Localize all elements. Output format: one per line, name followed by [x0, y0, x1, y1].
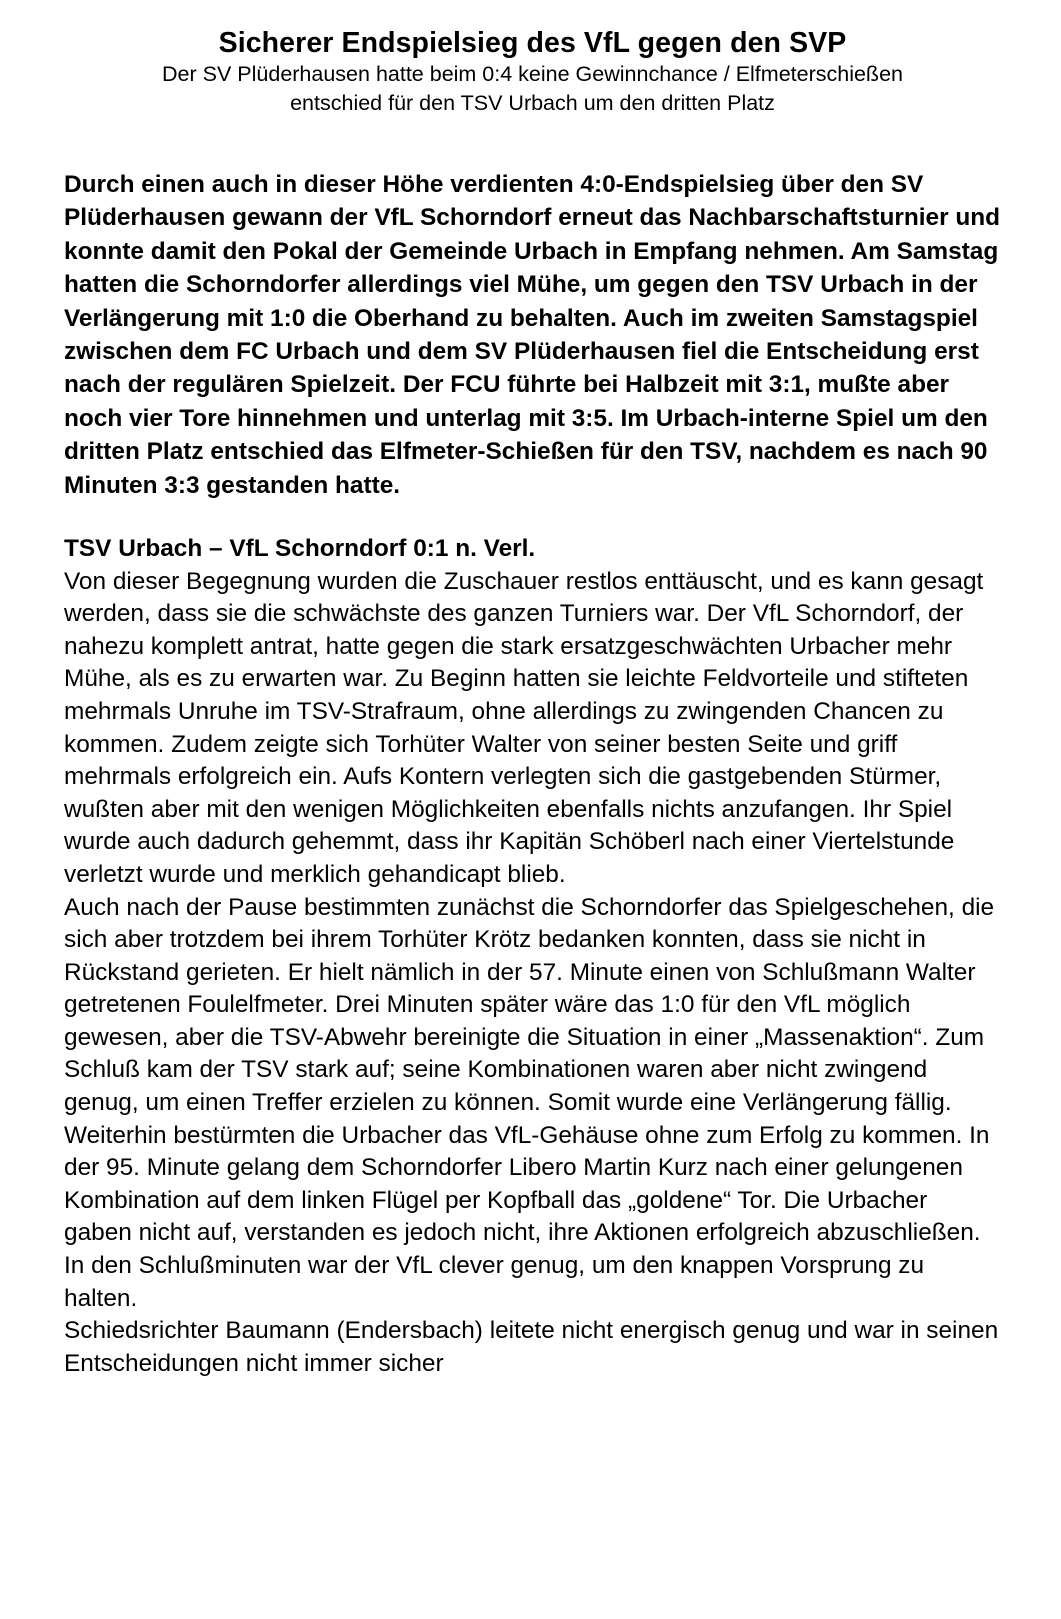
match-heading: TSV Urbach – VfL Schorndorf 0:1 n. Verl.	[64, 535, 536, 563]
article-title: Sicherer Endspielsieg des VfL gegen den SVP	[218, 27, 847, 59]
match-paragraph-second-half: Auch nach der Pause bestimmten zunächst die Schorndorfer das Spielgeschehen, die sich aber trotzdem bei ihrem Torhüter Krötz bedanken konnten, dass sie nicht in Rückstand gerieten. Er hielt nämlich in der 57. Minute einen von Schlußmann Walter getretenen Foulelfmeter. Drei Minuten später wäre das 1:0 für den VfL möglich gewesen, aber die TSV-Abwehr bereinigte die Situation in einer „Massenaktion“. Zum Schluß kam der TSV stark auf; seine Kombinationen waren aber nicht zwingend genug, um einen Treffer erzielen zu können. Somit wurde eine Verlängerung fällig. Weiterhin bestürmten die Urbacher das VfL-Gehäuse ohne zum Erfolg zu kommen. In der 95. Minute gelang dem Schorndorfer Libero Martin Kurz nach einer gelungenen Kombination auf dem linken Flügel per Kopfball das „goldene“ Tor. Die Urbacher gaben nicht auf, verstanden es jedoch nicht, ihre Aktionen erfolgreich abzuschließen. In den Schlußminuten war der VfL clever genug, um den knappen Vorsprung zu halten.	[64, 893, 995, 1312]
article-lead: Durch einen auch in dieser Höhe verdienten 4:0-Endspielsieg über den SV Plüderhausen gewann der VfL Schorndorf erneut das Nachbarschaftsturnier und konnte damit den Pokal der Gemeinde Urbach in Empfang nehmen. Am Samstag hatten die Schorndorfer allerdings viel Mühe, um gegen den TSV Urbach in der Verlängerung mit 1:0 die Oberhand zu behalten. Auch im zweiten Samstagspiel zwischen dem FC Urbach und dem SV Plüderhausen fiel die Entscheidung erst nach der regulären Spielzeit. Der FCU führte bei Halbzeit mit 3:1, mußte aber noch vier Tore hinnehmen und unterlag mit 3:5. Im Urbach-interne Spiel um den dritten Platz entschied das Elfmeter-Schießen für den TSV, nachdem es nach 90 Minuten 3:3 gestanden hatte.	[64, 171, 1001, 499]
article-subtitle-line-1: Der SV Plüderhausen hatte beim 0:4 keine Gewinnchance / Elfmeterschießen	[162, 62, 903, 86]
match-paragraph-referee: Schiedsrichter Baumann (Endersbach) leitete nicht energisch genug und war in seinen Entscheidungen nicht immer sicher	[64, 1317, 999, 1377]
match-paragraph-first-half: Von dieser Begegnung wurden die Zuschauer restlos enttäuscht, und es kann gesagt werden, dass sie die schwächste des ganzen Turniers war. Der VfL Schorndorf, der nahezu komplett antrat, hatte gegen die stark ersatzgeschwächten Urbacher mehr Mühe, als es zu erwarten war. Zu Beginn hatten sie leichte Feldvorteile und stifteten mehrmals Unruhe im TSV-Strafraum, ohne allerdings zu zwingenden Chancen zu kommen. Zudem zeigte sich Torhüter Walter von seiner besten Seite und griff mehrmals erfolgreich ein. Aufs Kontern verlegten sich die gastgebenden Stürmer, wußten aber mit den wenigen Möglichkeiten ebenfalls nichts anzufangen. Ihr Spiel wurde auch dadurch gehemmt, dass ihr Kapitän Schöberl nach einer Viertelstunde verletzt wurde und merklich gehandicapt blieb.	[64, 567, 984, 888]
article-subtitle-line-2: entschied für den TSV Urbach um den dritten Platz	[290, 91, 775, 115]
